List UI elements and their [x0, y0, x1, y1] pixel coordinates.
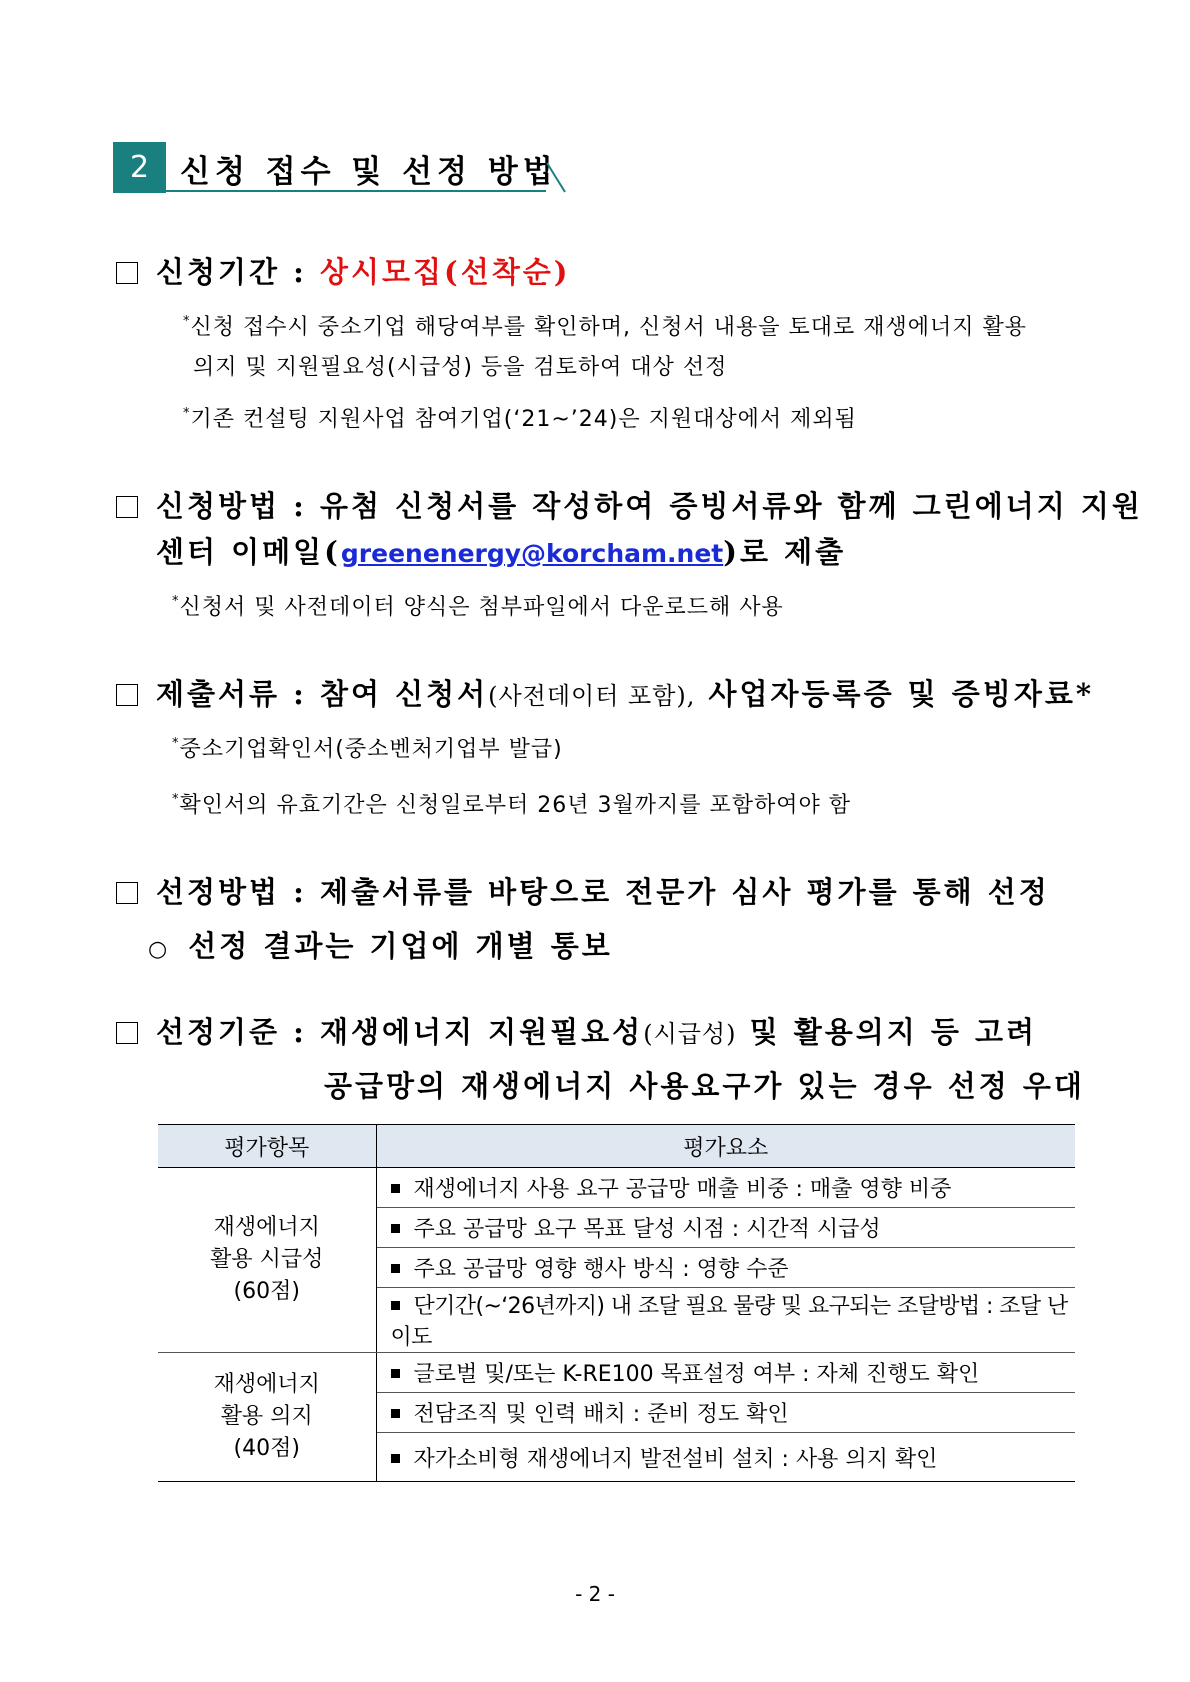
checkbox-square-icon: [116, 262, 138, 284]
apply-note-2: *기존 컨설팅 지원사업 참여기업(‘21~’24)은 지원대상에서 제외됨: [183, 406, 857, 432]
apply-method-heading: 신청방법 : 유첨 신청서를 작성하여 증빙서류와 함께 그린에너지 지원: [116, 484, 1143, 525]
square-bullet-icon: [391, 1264, 400, 1273]
section-number-badge: 2: [113, 142, 166, 193]
circle-bullet-icon: ○: [148, 936, 171, 962]
selection-method-sub: ○ 선정 결과는 기업에 개별 통보: [148, 929, 613, 963]
selection-method-heading: 선정방법 : 제출서류를 바탕으로 전문가 심사 평가를 통해 선정: [116, 870, 1050, 911]
square-bullet-icon: [391, 1224, 400, 1233]
section-underline: [166, 190, 546, 192]
checkbox-square-icon: [116, 1022, 138, 1044]
table-item: 자가소비형 재생에너지 발전설비 설치 : 사용 의지 확인: [376, 1433, 1075, 1482]
apply-method-line2: 센터 이메일(greenenergy@korcham.net)로 제출: [156, 535, 847, 569]
apply-note-1: *신청 접수시 중소기업 해당여부를 확인하며, 신청서 내용을 토대로 재생에너지 활용: [183, 314, 1028, 340]
table-row: [158, 1353, 1075, 1393]
checkbox-square-icon: [116, 684, 138, 706]
selection-criteria-heading: 선정기준 : 재생에너지 지원필요성(시급성) 및 활용의지 등 고려: [116, 1010, 1037, 1051]
page-number: - 2 -: [575, 1582, 615, 1606]
documents-heading: 제출서류 : 참여 신청서(사전데이터 포함), 사업자등록증 및 증빙자료*: [116, 672, 1094, 713]
table-item: 주요 공급망 영향 행사 방식 : 영향 수준: [376, 1248, 1075, 1288]
header-category: 평가항목: [158, 1125, 376, 1168]
square-bullet-icon: [391, 1369, 400, 1378]
checkbox-square-icon: [116, 882, 138, 904]
apply-period-value: 상시모집(선착순): [319, 255, 571, 289]
section-tail-line: [546, 162, 566, 194]
table-item: 글로벌 및/또는 K-RE100 목표설정 여부 : 자체 진행도 확인: [376, 1353, 1075, 1393]
table-item: 전담조직 및 인력 배치 : 준비 정도 확인: [376, 1393, 1075, 1433]
square-bullet-icon: [391, 1184, 400, 1193]
square-bullet-icon: [391, 1301, 400, 1310]
square-bullet-icon: [391, 1454, 400, 1463]
table-item: 단기간(~‘26년까지) 내 조달 필요 물량 및 요구되는 조달방법 : 조달 난이도: [376, 1288, 1075, 1353]
apply-period-heading: 신청기간 : 상시모집(선착순): [116, 250, 571, 291]
documents-note-1: *중소기업확인서(중소벤처기업부 발급): [172, 736, 563, 762]
apply-method-note: *신청서 및 사전데이터 양식은 첨부파일에서 다운로드해 사용: [172, 594, 784, 620]
square-bullet-icon: [391, 1409, 400, 1418]
apply-note-1-cont: 의지 및 지원필요성(시급성) 등을 검토하여 대상 선정: [193, 355, 728, 380]
checkbox-square-icon: [116, 496, 138, 518]
table-item: 주요 공급망 요구 목표 달성 시점 : 시간적 시급성: [376, 1208, 1075, 1248]
email-link[interactable]: greenenergy@korcham.net: [340, 539, 724, 568]
table-header-row: [158, 1125, 1075, 1168]
header-elements: 평가요소: [376, 1125, 1075, 1168]
table-row: [158, 1168, 1075, 1208]
category-will: 재생에너지 활용 의지 (40점): [158, 1353, 376, 1482]
category-urgency: 재생에너지 활용 시급성 (60점): [158, 1168, 376, 1353]
table-item: 재생에너지 사용 요구 공급망 매출 비중 : 매출 영향 비중: [376, 1168, 1075, 1208]
section-title: 신청 접수 및 선정 방법: [180, 154, 558, 190]
evaluation-table: [158, 1124, 1075, 1482]
selection-criteria-line2: 공급망의 재생에너지 사용요구가 있는 경우 선정 우대: [324, 1069, 1085, 1103]
documents-note-2: *확인서의 유효기간은 신청일로부터 26년 3월까지를 포함하여야 함: [172, 792, 852, 818]
